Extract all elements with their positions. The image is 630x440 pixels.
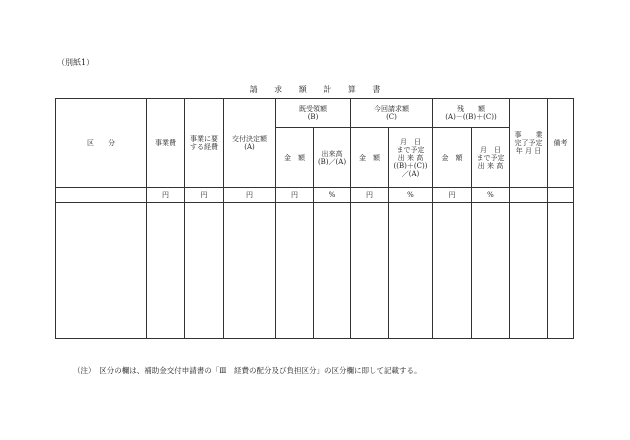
remarks-header: 備考 [548, 99, 574, 188]
title-char: 額 [298, 85, 307, 94]
title-char: 書 [372, 85, 381, 94]
category-cell [56, 203, 147, 339]
header-line: 事 業 [514, 131, 543, 139]
project-cost-header: 事業費 [147, 99, 185, 188]
data-cell [185, 203, 224, 339]
grant-decision-header [224, 99, 276, 188]
header-line: 出来高 [321, 149, 343, 158]
unit-yen: 円 [147, 188, 185, 203]
header-line: 事業に要 [190, 135, 218, 143]
category-cell [56, 188, 147, 203]
data-cell [433, 203, 472, 339]
header-line: 月 日 [480, 145, 501, 154]
received-amount-header: 金 額 [276, 128, 314, 188]
unit-yen: 円 [276, 188, 314, 203]
unit-yen: 円 [433, 188, 472, 203]
header-line: 既受領額 [299, 105, 327, 113]
current-progress-header [389, 128, 433, 188]
header-line: 年 月 日 [515, 147, 542, 155]
header-line: 出 来 高 [397, 153, 424, 162]
header-line: ((B)＋(C)) [393, 161, 428, 170]
balance-progress-header [472, 128, 510, 188]
request-calculation-table [55, 98, 574, 339]
header-line: (C) [386, 113, 397, 121]
header-line: 月 日 [400, 137, 421, 146]
remarks-cell [548, 188, 574, 203]
header-line: 出 来 高 [477, 161, 504, 170]
unit-yen: 円 [351, 188, 389, 203]
received-progress-header [314, 128, 351, 188]
title-char: 求 [274, 85, 283, 94]
data-cell [224, 203, 276, 339]
unit-percent: % [472, 188, 510, 203]
unit-percent: % [314, 188, 351, 203]
title-char: 算 [347, 85, 356, 94]
current-amount-header: 金 額 [351, 128, 389, 188]
title-char: 計 [323, 85, 332, 94]
header-line: まで予定 [396, 145, 425, 154]
header-line: 残 額 [457, 105, 485, 113]
data-cell [276, 203, 314, 339]
category-header: 区 分 [56, 99, 147, 188]
header-line: 今回請求額 [374, 105, 409, 113]
header-line: まで予定 [476, 153, 505, 162]
header-line: ／(A) [401, 169, 420, 178]
header-line: 完了予定 [514, 139, 543, 147]
data-cell [147, 203, 185, 339]
annex-label: （別紙1） [57, 58, 95, 67]
unit-percent: % [389, 188, 433, 203]
footnote: （注） 区分の欄は、補助金交付申請書の「Ⅲ 経費の配分及び負担区分」の区分欄に即して記載する。 [73, 366, 422, 375]
remarks-cell [548, 203, 574, 339]
completion-cell [510, 203, 548, 339]
header-line: (B)／(A) [317, 157, 347, 166]
data-cell [314, 203, 351, 339]
current-request-header [351, 99, 433, 128]
header-line: (B) [307, 113, 319, 121]
unit-yen: 円 [224, 188, 276, 203]
data-cell [472, 203, 510, 339]
header-line: する経費 [190, 143, 218, 151]
header-line: 交付決定額 [232, 135, 267, 143]
data-cell [351, 203, 389, 339]
required-cost-header [185, 99, 224, 188]
title-char: 請 [249, 85, 258, 94]
header-line: (A) [244, 143, 255, 151]
received-header [276, 99, 351, 128]
document-title [0, 84, 630, 95]
balance-amount-header: 金 額 [433, 128, 472, 188]
completion-date-header [510, 99, 548, 188]
unit-yen: 円 [185, 188, 224, 203]
header-line: (A)－((B)＋(C)) [445, 113, 497, 121]
completion-cell [510, 188, 548, 203]
data-cell [389, 203, 433, 339]
balance-header [433, 99, 510, 128]
